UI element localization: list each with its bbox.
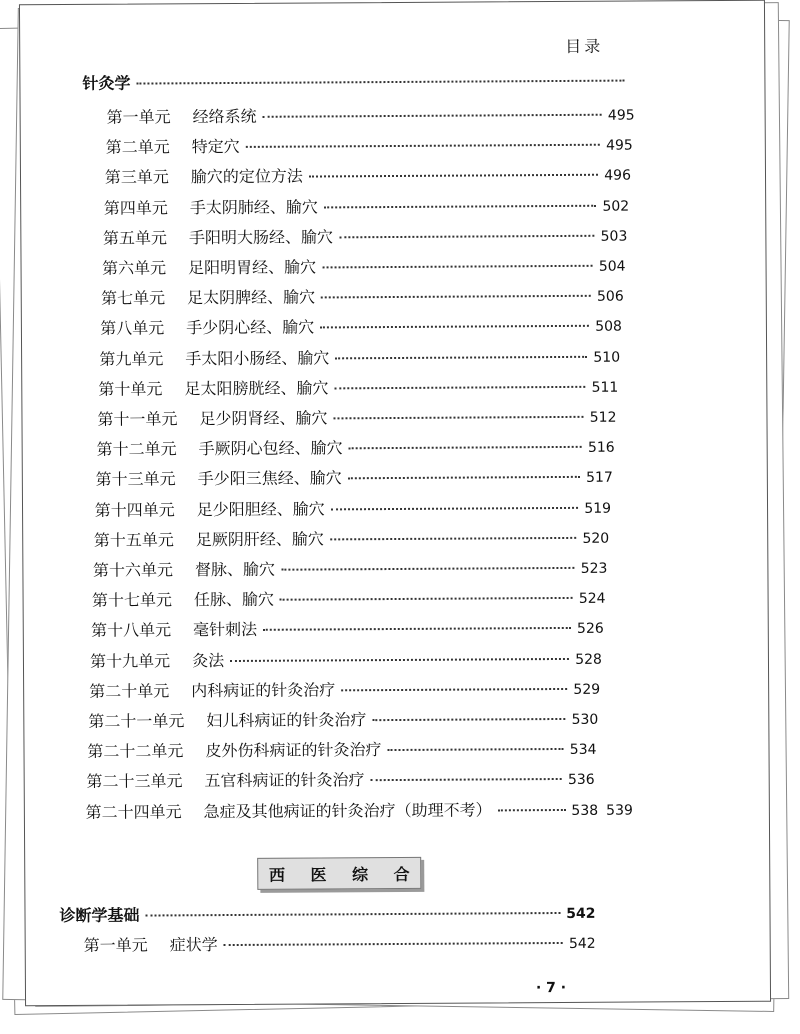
page-ref: 512: [589, 409, 617, 426]
page-ref: 496: [604, 167, 632, 185]
toc-entry[interactable]: [101, 283, 624, 312]
entry-title: 皮外伤科病证的针灸治疗: [205, 740, 382, 761]
toc-entry[interactable]: [99, 343, 620, 372]
toc-entry[interactable]: [94, 524, 610, 553]
entry-title: 手阳明大肠经、腧穴: [188, 227, 334, 248]
entry-unit: 第八单元: [100, 318, 165, 339]
entry-unit: 第十五单元: [93, 530, 174, 550]
leader-dots: [309, 174, 598, 178]
toc-entry[interactable]: [91, 615, 604, 644]
leader-dots: [146, 912, 561, 917]
entry-unit: 第三单元: [104, 167, 169, 188]
entry-title: 妇儿科病证的针灸治疗: [206, 710, 367, 731]
entry-unit: 第十九单元: [90, 650, 171, 671]
leader-dots: [371, 778, 562, 781]
page-ref: 529: [573, 681, 601, 698]
toc-entry[interactable]: [93, 555, 608, 584]
page-ref: 530: [571, 711, 599, 728]
page-ref: 528: [575, 651, 602, 668]
leader-dots: [324, 204, 597, 208]
entry-unit: 第十八单元: [91, 620, 172, 641]
entry-title: 急症及其他病证的针灸治疗（助理不考）: [203, 800, 492, 821]
leader-dots: [334, 386, 585, 390]
entry-unit: 第二十单元: [89, 681, 170, 701]
page-ref: 542: [568, 935, 596, 952]
toc-entry[interactable]: [84, 930, 596, 959]
leader-dots: [281, 567, 575, 571]
leader-dots: [349, 446, 582, 449]
entry-unit: 第十四单元: [94, 499, 175, 520]
entry-title: 内科病证的针灸治疗: [191, 680, 336, 701]
entry-unit: 第二十四单元: [85, 801, 182, 822]
toc-entry[interactable]: [97, 404, 616, 433]
entry-unit: 第四单元: [103, 197, 168, 218]
page-ref-extra: 539: [606, 802, 633, 819]
toc-section-diagnostics[interactable]: [59, 900, 595, 929]
toc-entry[interactable]: [106, 132, 633, 161]
page-ref: 542: [566, 905, 596, 922]
page-ref: 503: [600, 228, 628, 245]
toc-entry[interactable]: [96, 434, 614, 463]
entry-title: 经络系统: [192, 106, 257, 127]
toc-entry[interactable]: [95, 494, 611, 523]
entry-title: 足太阳膀胱经、腧穴: [184, 378, 329, 399]
leader-dots: [341, 688, 567, 691]
leader-dots: [330, 537, 577, 541]
page-ref: 534: [569, 741, 597, 759]
leader-dots: [263, 114, 602, 118]
entry-unit: 第一单元: [83, 935, 148, 955]
page-number: · 7 ·: [535, 979, 567, 997]
entry-title: 灸法: [192, 650, 225, 670]
entry-title: 足太阴脾经、腧穴: [187, 287, 316, 308]
entry-title: 手太阳小肠经、腧穴: [185, 347, 330, 368]
section-title: 诊断学基础: [59, 905, 140, 926]
entry-title: 足阳明胃经、腧穴: [188, 257, 317, 278]
toc-entry[interactable]: [107, 102, 635, 131]
page-ref: 511: [591, 379, 619, 396]
leader-dots: [387, 748, 563, 751]
leader-dots: [348, 476, 580, 479]
entry-unit: 第七单元: [101, 288, 166, 308]
page-ref: 495: [606, 137, 633, 154]
entry-unit: 第二十三单元: [86, 771, 183, 792]
toc-entry[interactable]: [89, 676, 600, 705]
leader-dots: [320, 325, 589, 329]
banner-title: 西 医 综 合: [268, 864, 420, 885]
entry-unit: 第十七单元: [91, 590, 173, 611]
page-ref: 519: [584, 500, 612, 517]
page-header-title: 目录: [565, 36, 604, 56]
toc-entry[interactable]: [87, 736, 596, 765]
page-ref: 526: [576, 621, 604, 638]
entry-title: 特定穴: [191, 137, 240, 157]
entry-unit: 第二单元: [105, 137, 170, 157]
leader-dots: [372, 718, 565, 721]
leader-dots: [224, 942, 563, 946]
entry-title: 手太阴肺经、腧穴: [189, 197, 318, 217]
page-ref: 536: [567, 772, 595, 789]
leader-dots: [263, 627, 571, 631]
leader-dots: [136, 80, 624, 85]
page-ref: 495: [607, 107, 635, 124]
leader-dots: [498, 809, 566, 811]
toc-entry[interactable]: [104, 192, 629, 221]
entry-unit: 第二十二单元: [87, 741, 184, 762]
section-banner: [257, 857, 421, 890]
toc-entry[interactable]: [102, 253, 626, 282]
leader-dots: [280, 597, 573, 601]
toc-entry[interactable]: [98, 373, 618, 402]
entry-unit: 第六单元: [102, 258, 167, 278]
entry-title: 任脉、腧穴: [193, 589, 275, 610]
toc-entry[interactable]: [88, 706, 598, 735]
entry-unit: 第十单元: [98, 379, 163, 399]
entry-title: 足厥阴肝经、腧穴: [195, 529, 324, 550]
page-ref: 520: [582, 530, 610, 547]
leader-dots: [322, 265, 593, 269]
entry-title: 症状学: [169, 935, 218, 955]
page-ref: 508: [595, 319, 622, 336]
leader-dots: [321, 295, 591, 299]
entry-title: 腧穴的定位方法: [190, 166, 303, 187]
entry-unit: 第五单元: [102, 228, 168, 248]
entry-title: 督脉、腧穴: [194, 559, 275, 580]
leader-dots: [334, 416, 584, 420]
page-ref: 538: [571, 802, 599, 819]
toc-section-acupuncture[interactable]: [82, 68, 630, 97]
toc-page: [19, 0, 771, 1006]
toc-entry[interactable]: [90, 645, 602, 674]
toc-entry[interactable]: [85, 796, 632, 825]
toc-entry[interactable]: [92, 585, 606, 614]
page-ref: 516: [587, 439, 615, 457]
entry-title: 足少阴肾经、腧穴: [199, 408, 328, 429]
entry-title: 手少阴心经、腧穴: [186, 317, 315, 338]
leader-dots: [230, 658, 569, 662]
page-ref: 524: [578, 590, 606, 608]
entry-title: 毫针刺法: [193, 620, 258, 640]
leader-dots: [331, 506, 579, 510]
entry-unit: 第二十一单元: [88, 711, 185, 731]
toc-entry[interactable]: [86, 766, 594, 795]
entry-title: 五官科病证的针灸治疗: [204, 770, 365, 791]
page-ref: 506: [596, 288, 624, 305]
leader-dots: [339, 235, 595, 239]
toc-entry[interactable]: [103, 222, 628, 251]
entry-title: 手厥阴心包经、腧穴: [198, 438, 343, 459]
entry-unit: 第十一单元: [97, 409, 178, 429]
entry-unit: 第十三单元: [95, 469, 176, 490]
entry-unit: 第九单元: [99, 349, 164, 369]
leader-dots: [246, 144, 600, 148]
entry-unit: 第十六单元: [92, 560, 173, 580]
entry-title: 足少阳胆经、腧穴: [196, 499, 325, 519]
page-ref: 510: [593, 349, 621, 366]
page-ref: 517: [586, 470, 613, 487]
entry-unit: 第十二单元: [96, 439, 177, 460]
page-ref: 502: [602, 198, 630, 215]
page-ref: 523: [580, 560, 608, 577]
entry-unit: 第一单元: [106, 107, 171, 127]
page-ref: 504: [598, 258, 626, 275]
entry-title: 手少阳三焦经、腧穴: [197, 468, 342, 489]
toc-entry[interactable]: [105, 162, 631, 191]
toc-entry[interactable]: [96, 464, 613, 493]
leader-dots: [335, 355, 587, 359]
toc-entry[interactable]: [100, 313, 622, 342]
section-title: 针灸学: [82, 73, 131, 93]
